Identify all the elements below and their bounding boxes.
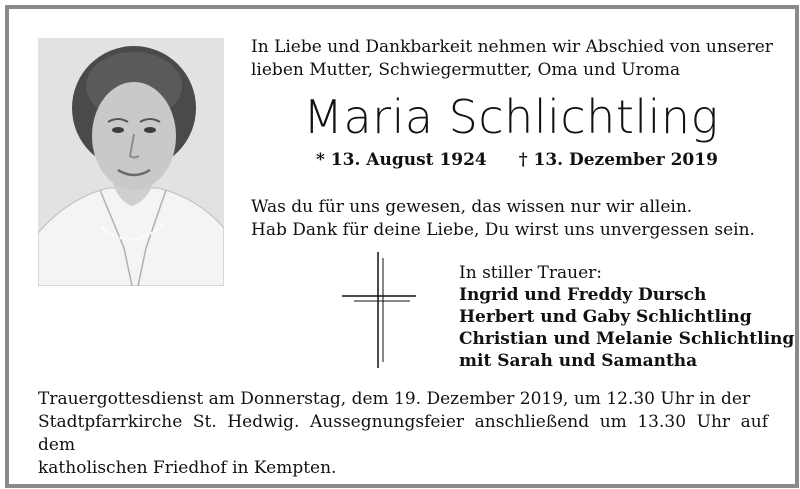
birth-date: * 13. August 1924 bbox=[316, 150, 487, 170]
intro-line-1: In Liebe und Dankbarkeit nehmen wir Abschied von unserer bbox=[251, 37, 773, 57]
verse-line-2: Hab Dank für deine Liebe, Du wirst uns unvergessen sein. bbox=[251, 220, 755, 240]
service-line-1: Trauergottesdienst am Donnerstag, dem 19. Dezember 2019, um 12.30 Uhr in der bbox=[38, 389, 751, 409]
death-date: † 13. Dezember 2019 bbox=[518, 150, 718, 170]
mourners-heading: In stiller Trauer: bbox=[459, 263, 602, 283]
portrait-image bbox=[38, 38, 224, 286]
mourners-list bbox=[459, 262, 794, 372]
mourner-name: Ingrid und Freddy Dursch bbox=[459, 285, 707, 305]
memorial-verse bbox=[251, 196, 755, 242]
latin-cross-icon bbox=[340, 250, 420, 370]
intro-text bbox=[251, 36, 773, 82]
portrait-photo bbox=[38, 38, 224, 286]
mourner-name: mit Sarah und Samantha bbox=[459, 351, 698, 371]
service-line-3: katholischen Friedhof in Kempten. bbox=[38, 458, 337, 478]
deceased-name: Maria Schlichtling bbox=[303, 90, 719, 144]
life-dates bbox=[316, 150, 744, 170]
mourner-name: Christian und Melanie Schlichtling bbox=[459, 329, 795, 349]
service-line-2: Stadtpfarrkirche St. Hedwig. Aussegnungsfeier anschließend um 13.30 Uhr auf dem bbox=[38, 412, 768, 455]
service-announcement bbox=[38, 388, 768, 480]
intro-line-2: lieben Mutter, Schwiegermutter, Oma und Uroma bbox=[251, 60, 681, 80]
verse-line-1: Was du für uns gewesen, das wissen nur wir allein. bbox=[251, 197, 693, 217]
mourner-name: Herbert und Gaby Schlichtling bbox=[459, 307, 752, 327]
